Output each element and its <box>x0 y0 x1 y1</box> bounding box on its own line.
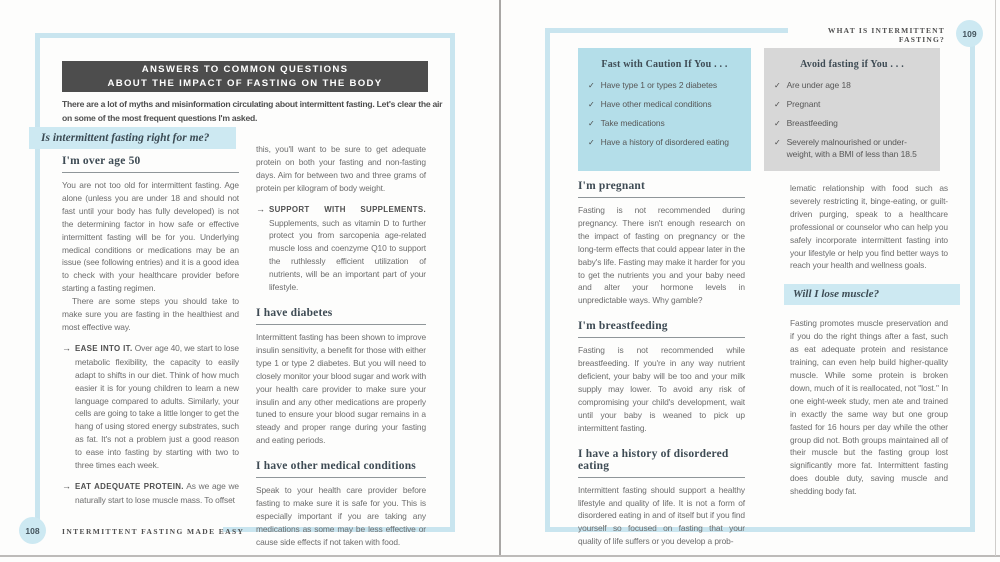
avoid-item <box>774 137 930 160</box>
question-heading-lose-muscle: Will I lose muscle? <box>784 284 960 305</box>
left-page-column-1 <box>62 155 239 507</box>
entry-heading-other-medical: I have other medical conditions <box>256 460 426 478</box>
caution-item <box>588 118 741 130</box>
avoid-item <box>774 118 930 130</box>
entry-heading-over-age-50: I'm over age 50 <box>62 155 239 173</box>
checkmark-icon: ✓ <box>774 138 781 147</box>
avoid-fasting-box <box>764 48 940 171</box>
fast-with-caution-box <box>578 48 751 171</box>
protein-continuation-paragraph: this, you'll want to be sure to get adequate protein on both your fasting and non-fasting days. Aim for between two and three grams of protein per kilogram of body weight. <box>256 144 426 193</box>
bullet-arrow-icon: → <box>62 342 71 353</box>
header-banner-line1: ANSWERS TO COMMON QUESTIONS <box>141 64 349 75</box>
avoid-box-title: Avoid fasting if You . . . <box>800 59 904 70</box>
caution-item-text: Take medications <box>600 118 665 128</box>
avoid-item-text: Pregnant <box>786 99 821 109</box>
checkmark-icon: ✓ <box>774 81 781 90</box>
entry-heading-pregnant: I'm pregnant <box>578 180 745 198</box>
caution-item <box>588 137 741 149</box>
checkmark-icon: ✓ <box>588 100 595 109</box>
disordered-continuation-paragraph: lematic relationship with food such as severely restricting it, binge-eating, or guilt-driven purging, speak to a healthcare professional or counselor who can help you safely incorporate intermittent fasting into your lifestyle or help you find better ways to reach your health and wellness goals. <box>790 183 948 271</box>
right-page-column-1 <box>578 180 745 556</box>
entry-heading-diabetes: I have diabetes <box>256 307 426 325</box>
checkmark-icon: ✓ <box>774 119 781 128</box>
bullet-label: SUPPORT WITH SUPPLEMENTS. <box>269 204 426 214</box>
avoid-item-text: Severely malnourished or under-weight, with a BMI of less than 18.5 <box>786 137 917 159</box>
page-number-badge-109: 109 <box>956 20 983 47</box>
bullet-ease-into-it <box>62 342 239 472</box>
caution-item-text: Have other medical conditions <box>600 99 712 109</box>
caution-box-title: Fast with Caution If You . . . <box>601 59 728 70</box>
checkmark-icon: ✓ <box>588 119 595 128</box>
avoid-item-text: Are under age 18 <box>786 80 851 90</box>
running-head: WHAT IS INTERMITTENT FASTING? <box>827 26 945 44</box>
caution-item <box>588 80 741 92</box>
caution-item <box>588 99 741 111</box>
pregnant-paragraph: Fasting is not recommended during pregnancy. There isn't enough research on the impact of fasting on pregnancy or the long-term effects that could appear later in the baby's life. Fasting may make it harder for you to get the nutrients you and your baby need and alter your hormone levels in unpredictable ways. Why gamble? <box>578 205 745 306</box>
checkmark-icon: ✓ <box>588 138 595 147</box>
caution-item-text: Have type 1 or types 2 diabetes <box>600 80 718 90</box>
bullet-arrow-icon: → <box>256 203 265 214</box>
checkmark-icon: ✓ <box>774 100 781 109</box>
page-number-badge-108: 108 <box>19 517 46 544</box>
bullet-text: Over age 40, we start to lose metabolic flexibility, the capacity to easily adapt to shifts in our diet. Think of how much easier it is for young children to learn a new language compared to adults. Similarly, your cells are going to take a little longer to get the hang of using stored energy substrates, such as fat. It's not a problem just a good reason to ease into fasting by starting with two to three times each week. <box>75 342 239 471</box>
caution-item-text: Have a history of disordered eating <box>600 137 729 147</box>
entry-heading-disordered-eating: I have a history of disordered eating <box>578 448 745 478</box>
diabetes-paragraph: Intermittent fasting has been shown to improve insulin sensitivity, a benefit for those with either type 1 or type 2 diabetes. But you will need to closely monitor your blood sugar and work with your health care provider to make sure your insulin and any other medications are properly tuned to ensure your blood sugar remains in a steady and proper range during your fasting and eating periods. <box>256 331 426 446</box>
left-page-column-2 <box>256 143 426 557</box>
breastfeeding-paragraph: Fasting is not recommended while breastfeeding. If you're in any way nutrient deficient, your baby will be too and your milk supply may lower. To avoid any risk of compromising your child's development, wait until your baby is weaned to pick up intermittent fasting. <box>578 345 745 433</box>
bullet-label: EAT ADEQUATE PROTEIN. <box>75 481 184 491</box>
checkmark-icon: ✓ <box>588 81 595 90</box>
other-medical-paragraph: Speak to your health care provider before fasting to make sure it is safe for you. This is especially important if you are taking any medications as some may be less effective or cause side effects if not taken with food. <box>256 485 426 547</box>
disordered-eating-paragraph: Intermittent fasting should support a healthy lifestyle and quality of life. It is not a form of disordered eating in and of itself but if you find yourself so focused on fasting that your quality of life suffers or you develop a prob- <box>578 484 745 547</box>
chapter-header-banner <box>62 61 428 92</box>
muscle-paragraph: Fasting promotes muscle preservation and if you do the right things after a fast, such as eat adequate protein and resistance training, can even help build higher-quality muscle. While some protein is broken down, much of it is reallocated, not "lost." In one eight-week study, men ate and trained in exactly the same way but one group fasted for 16 hours per day while the other group did not. Both groups maintained all of their muscle but the fasting group lost significantly more fat. Intermittent fasting does double duty, saving muscle and shedding body fat. <box>790 318 948 497</box>
entry-heading-breastfeeding: I'm breastfeeding <box>578 320 745 338</box>
over-50-paragraph-2: There are some steps you should take to make sure you are fasting in the healthiest and most effective way. <box>62 296 239 332</box>
avoid-item-text: Breastfeeding <box>786 118 838 128</box>
avoid-item <box>774 80 930 92</box>
question-heading-right-for-me: Is intermittent fasting right for me? <box>29 127 236 149</box>
bullet-eat-adequate-protein <box>62 480 239 507</box>
avoid-item <box>774 99 930 111</box>
bullet-text: As we age we naturally start to lose muscle mass. To offset <box>75 480 239 505</box>
bullet-text: Supplements, such as vitamin D to further protect you from sarcopenia age-related muscle loss and coenzyme Q10 to support the ruthlessly efficient utilization of nutrients, will be an important part of your lifestyle. <box>269 217 426 293</box>
scan-right-edge <box>995 0 996 556</box>
bullet-arrow-icon: → <box>62 480 71 491</box>
book-title-footer: INTERMITTENT FASTING MADE EASY <box>62 527 245 536</box>
over-50-paragraph-1: You are not too old for intermittent fasting. Age alone (unless you are under 18 and should not fast until your body has fully developed) is not the determining factor in how safe or effective intermittent fasting will be for you. Underlying medical conditions or medications may be an issue (see following entries) and it is a good idea to check with your healthcare provider before starting a fasting regimen. <box>62 180 239 294</box>
intro-paragraph: There are a lot of myths and misinformation circulating about intermittent fasting. Let's clear the air on some of the most frequent questions I'm asked. <box>62 99 443 123</box>
scan-bottom-edge <box>0 555 1000 557</box>
right-page-column-2 <box>790 182 948 506</box>
bullet-label: EASE INTO IT. <box>75 343 133 353</box>
header-banner-line2: ABOUT THE IMPACT OF FASTING ON THE BODY <box>107 77 383 89</box>
bullet-support-with-supplements <box>256 203 426 294</box>
page-gutter-line <box>499 0 501 557</box>
